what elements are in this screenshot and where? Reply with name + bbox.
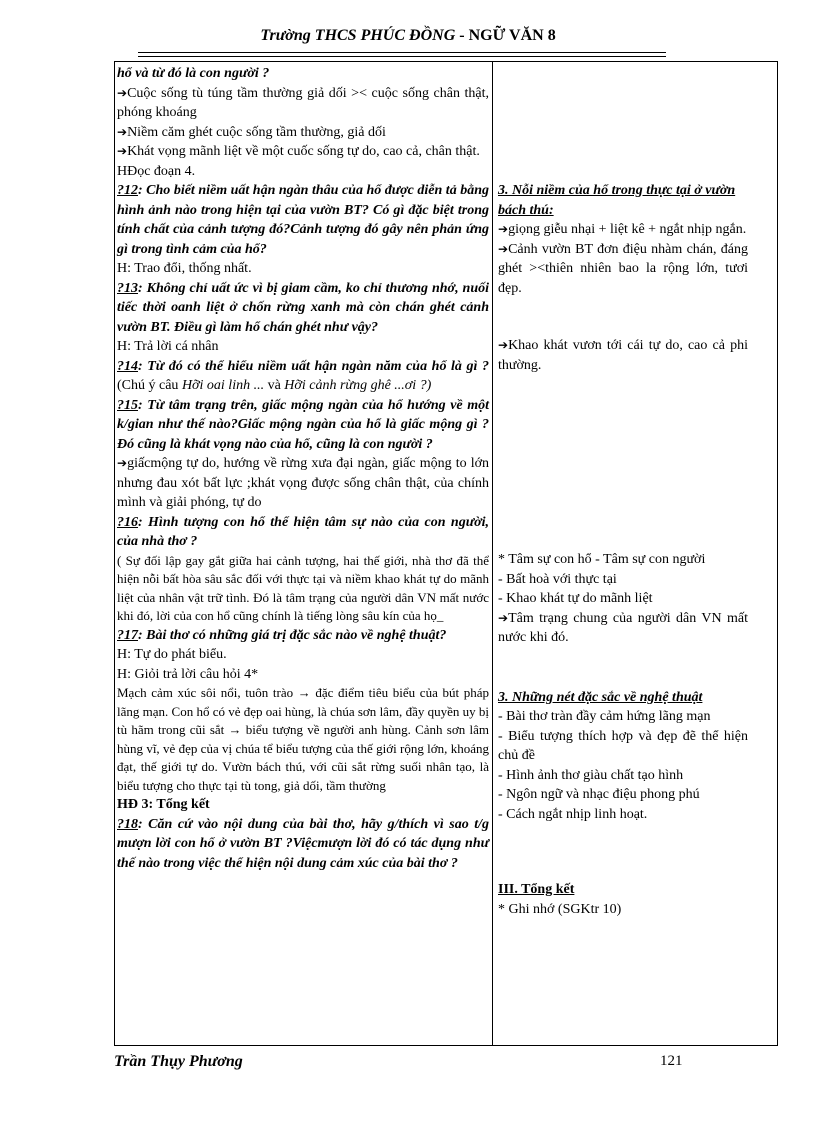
- question-tail: hổ và từ đó là con người ?: [117, 66, 270, 81]
- note-line: - Ngôn ngữ và nhạc điệu phong phú: [498, 787, 700, 802]
- note-line: ➔Cảnh vườn BT đơn điệu nhàm chán, đáng ghét ><thiên nhiên bao la rộng lớn, tươi đẹp.: [498, 241, 748, 296]
- answer-15: ➔giấcmộng tự do, hướng về rừng xưa đại ngàn, giấc mộng to lớn nhưng đau xót bất lực ;khát vọng được sống chân thật, của chính mình và giải phóng, tự do: [117, 456, 489, 510]
- note-line: * Tâm sự con hổ - Tâm sự con người: [498, 552, 706, 567]
- page-number: 121: [660, 1053, 683, 1069]
- left-column: [117, 64, 489, 873]
- arrow-icon: ➔: [117, 456, 128, 470]
- activity-line: HĐọc đoạn 4.: [117, 163, 196, 179]
- school-name: Trường THCS PHÚC ĐỒNG: [260, 27, 456, 44]
- question-16: ?16: Hình tượng con hổ thể hiện tâm sự nào của con người, của nhà thơ ?: [117, 514, 489, 549]
- note-line: - Biểu tượng thích hợp và đẹp đẽ thể hiện chủ đề: [498, 728, 748, 763]
- question-18: ?18: Căn cứ vào nội dung của bài thơ, hãy g/thích vì sao t/g mượn lời con hổ ở vườn BT ?Việcmượn lời đó có tác dụng như thế nào trong việc thể hiện nội dung cảm xúc của bài thơ ?: [117, 816, 489, 871]
- arrow-icon: ➔: [498, 222, 509, 236]
- right-column: [498, 64, 748, 919]
- footer-author: Trần Thụy Phương: [114, 1053, 243, 1070]
- arrow-icon: ➔: [498, 241, 509, 256]
- subject-name: - NGỮ VĂN 8: [459, 27, 556, 44]
- question-14: ?14: Từ đó có thể hiểu niềm uất hận ngàn năm của hổ là gì ?(Chú ý câu Hỡi oai linh ... và Hỡi cảnh rừng ghê ...ơi ?): [117, 358, 489, 393]
- answer-line: ➔Cuộc sống tù túng tầm thường giả dối >< cuộc sống chân thật, phóng khoáng: [117, 85, 489, 120]
- activity-line: H: Giỏi trả lời câu hỏi 4*: [117, 666, 259, 682]
- note-line: ➔Tâm trạng chung của người dân VN mất nước khi đó.: [498, 610, 748, 645]
- page-header: [0, 27, 816, 45]
- arrow-icon: ➔: [498, 610, 509, 625]
- arrow-icon: ➔: [117, 124, 128, 139]
- question-17: ?17: Bài thơ có những giá trị đặc sắc nào về nghệ thuật?: [117, 627, 447, 643]
- section-heading: 3. Nỗi niềm của hổ trong thực tại ở vườn bách thú:: [498, 183, 736, 218]
- note-line: - Cách ngắt nhịp linh hoạt.: [498, 806, 648, 822]
- note-line: - Khao khát tự do mãnh liệt: [498, 591, 653, 606]
- arrow-icon: ➔: [117, 85, 128, 100]
- answer-17: Mạch cảm xúc sôi nổi, tuôn trào → đặc điểm tiêu biểu của bút pháp lãng mạn. Con hổ có vẻ đẹp oai hùng, là chúa sơn lâm, đầy quyền uy bị tù hãm trong cũi sắt → biểu tượng về người anh hùng. Cảnh sơn lâm hùng vĩ, vẻ đẹp của vị chúa tể biểu tượng của thế giới rộng lớn, khoáng đạt, thế giới tự do. Vườn bách thú, với cũi sắt rừng suối nhân tạo, là biểu tượng cho thực tại tù tong, giả dối, tầm thường: [117, 685, 489, 793]
- arrow-icon: ➔: [498, 338, 509, 352]
- note-line: * Ghi nhớ (SGKtr 10): [498, 901, 622, 917]
- note-line: - Hình ảnh thơ giàu chất tạo hình: [498, 767, 684, 783]
- section-heading: III. Tổng kết: [498, 882, 575, 897]
- answer-line: ➔Niềm căm ghét cuộc sống tầm thường, giả dối: [117, 124, 386, 140]
- header-rule: [138, 52, 666, 53]
- note-line: ➔giọng giễu nhại + liệt kê + ngắt nhịp ngắn.: [498, 222, 747, 237]
- column-divider: [492, 61, 493, 1046]
- answer-line: ➔Khát vọng mãnh liệt về một cuốc sống tự do, cao cả, chân thật.: [117, 144, 480, 159]
- question-15: ?15: Từ tâm trạng trên, giấc mộng ngàn của hổ hướng về một k/gian như thế nào?Giấc mộng ngàn của hổ là giấc mộng gì ?Đó cũng là khát vọng nào của hổ, cũng là con người ?: [117, 397, 489, 452]
- section-heading: 3. Những nét đặc sắc về nghệ thuật: [498, 689, 703, 705]
- note-line: ➔Khao khát vươn tới cái tự do, cao cả phi thường.: [498, 338, 748, 373]
- answer-16: ( Sự đối lập gay gắt giữa hai cảnh tượng, hai thế giới, nhà thơ đã thể hiện nỗi bất hòa sâu sắc đối với thực tại và niềm khao khát tự do mãnh liệt của nhân vật trữ tình. Đó là tâm trạng của người dân VN mất nước khi đó, lời của con hổ cũng chính là tiếng lòng sâu kín của họ_: [117, 552, 489, 623]
- activity-line: H: Trả lời cá nhân: [117, 339, 219, 354]
- activity-line: H: Trao đổi, thống nhất.: [117, 261, 252, 276]
- header-rule-second: [138, 56, 666, 57]
- note-line: - Bất hoà với thực tại: [498, 571, 617, 587]
- activity-line: H: Tự do phát biểu.: [117, 647, 227, 662]
- arrow-icon: ➔: [117, 144, 128, 158]
- activity-heading: HĐ 3: Tổng kết: [117, 797, 210, 812]
- question-13: ?13: Không chỉ uất ức vì bị giam cầm, ko chỉ thương nhớ, nuối tiếc thời oanh liệt ở chốn rừng xanh mà còn chán ghét cảnh vườn BT. Điều gì làm hổ chán ghét như vậy?: [117, 280, 489, 335]
- question-12: ?12: Cho biết niềm uất hận ngàn thâu của hổ được diễn tả bằng hình ảnh nào trong hiện tại của vườn BT? Có gì đặc biệt trong tính chất của cảnh tượng đó?Cảnh tượng đó gây nên phản ứng gì trong tình cảm của hổ?: [117, 183, 489, 257]
- note-line: - Bài thơ tràn đầy cảm hứng lãng mạn: [498, 709, 711, 724]
